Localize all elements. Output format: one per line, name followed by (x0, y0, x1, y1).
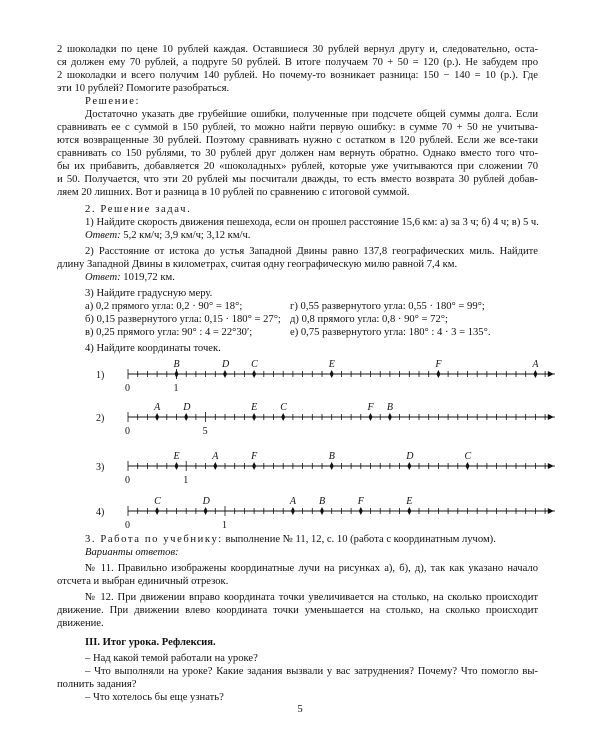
point-label-D: D (183, 402, 191, 413)
point-mark-E (407, 507, 411, 515)
axis-arrow-icon (548, 414, 554, 420)
summary-heading: III. Итог урока. Рефлексия. (85, 637, 216, 648)
number-line-label: 1) (96, 370, 105, 381)
point-label-A: A (154, 402, 161, 413)
point-label-B: B (319, 496, 326, 507)
task1-answer-label: Ответ: (85, 230, 121, 241)
unit-label: 1 (183, 475, 189, 486)
point-mark-F (369, 413, 373, 421)
origin-label: 0 (125, 475, 130, 486)
point-label-F: F (367, 402, 374, 413)
solution-line-6: и 50. Получается, что эти 20 рублей мы посчитали дважды, то есть вместо возврата 30 рублей добав- (57, 174, 538, 185)
task2-answer-label: Ответ: (85, 272, 121, 283)
solution-line-7: ляем 20 лишних. Вот и разница в 10 рублей по сравнению с итоговой суммой. (57, 187, 410, 198)
point-mark-E (252, 413, 256, 421)
point-label-B: B (173, 359, 180, 370)
point-mark-A (213, 462, 217, 470)
point-label-E: E (173, 451, 180, 462)
point-mark-F (359, 507, 363, 515)
point-mark-C (281, 413, 285, 421)
origin-label: 0 (125, 520, 130, 531)
summary-question-3: – Что хотелось бы еще узнать? (85, 692, 224, 703)
task2-question-2: длину Западной Двины в километрах, считая одну географическую милю равной 7,4 км. (57, 259, 458, 270)
point-label-B: B (386, 402, 394, 413)
point-label-A: A (212, 451, 219, 462)
point-label-F: F (357, 496, 364, 507)
point-mark-B (320, 507, 324, 515)
point-mark-F (436, 370, 440, 378)
point-label-C: C (251, 359, 258, 370)
no12-line-1: № 12. При движении вправо координата точки увеличивается на столько, на сколько происходит (85, 592, 538, 603)
task3-question: 3) Найдите градусную меру. (85, 288, 213, 299)
unit-label: 1 (222, 520, 227, 531)
origin-label: 0 (125, 383, 130, 394)
point-label-E: E (406, 496, 413, 507)
task3-left-b: б) 0,15 развернутого угла: 0,15 · 180° = 27°; (85, 314, 281, 325)
solution-line-5: бы их прибавить, добавляется 20 «шоколадных» рублей, которые уже учитываются при сложении 70 (57, 161, 538, 172)
point-mark-A (155, 413, 159, 421)
intro-line-4: эти 10 рублей? Помогите разобраться. (57, 83, 230, 94)
point-mark-D (204, 507, 208, 515)
number-line-label: 4) (96, 507, 105, 518)
point-label-D: D (222, 359, 230, 370)
point-mark-C (466, 462, 470, 470)
no12-line-3: движение. (57, 618, 104, 629)
point-mark-A (533, 370, 537, 378)
point-label-C: C (280, 402, 287, 413)
point-label-A: A (289, 496, 297, 507)
number-line-3 (0, 450, 600, 492)
intro-line-1: 2 шоколадки по цене 10 рублей каждая. Оставшиеся 30 рублей вернул другу и, следовательно, оста- (57, 44, 538, 55)
task1-question: 1) Найдите скорость движения пешехода, если он прошел расстояние 15,6 км: а) за 3 ч; б) 4 ч; в) 5 ч. (85, 217, 539, 228)
textbook-rest: выполнение № 11, 12, с. 10 (работа с координатным лучом). (222, 534, 496, 545)
tasks-heading: 2. Решение задач. (85, 204, 192, 215)
solution-line-4: сравнивать со 150 рублями, то 30 рублей друг должен нам вернуть обратно. Однако вместо того что- (57, 148, 538, 159)
unit-label: 1 (173, 383, 179, 394)
intro-line-3: 2 шоколадки и всего получим 140 рублей. Но почему-то возникает разница: 150 − 140 = 10 (р.). Где (57, 70, 538, 81)
solution-line-2: сравнивать ее с суммой в 150 рублей, то можно найти первую ошибку: в сумме 70 + 50 не учитыва- (57, 122, 538, 133)
point-label-D: D (202, 496, 210, 507)
no12-line-2: движение. При движении влево координата точки уменьшается на столько, на сколько происходит (57, 605, 538, 616)
task2-answer (57, 272, 538, 284)
point-mark-F (252, 462, 256, 470)
solution-heading: Решение: (85, 96, 141, 107)
task4-question: 4) Найдите координаты точек. (85, 343, 221, 354)
number-line-4 (0, 495, 600, 537)
task1-answer-value: 5,2 км/ч; 3,9 км/ч; 3,12 км/ч. (120, 230, 251, 241)
intro-line-2: ся должен ему 70 рублей, а подруге 50 рублей. В итоге получаем 70 + 50 = 120 (р.). Не забудем про (57, 57, 538, 68)
solution-line-3: ются возвращенные 30 рублей. Поэтому сравнивать нужно с остатком в 120 рублей. Если же все-таки (57, 135, 538, 146)
point-label-F: F (435, 359, 442, 370)
point-mark-D (223, 370, 227, 378)
point-mark-A (291, 507, 295, 515)
summary-question-2b: полнить задания? (57, 679, 137, 690)
point-mark-C (252, 370, 256, 378)
page-number: 5 (297, 704, 303, 715)
point-mark-E (330, 370, 334, 378)
point-mark-D (407, 462, 411, 470)
number-line-label: 3) (96, 462, 105, 473)
task2-question-1: 2) Расстояние от истока до устья Западной Двины равно 137,8 географических миль. Найдите (85, 246, 538, 257)
axis-arrow-icon (548, 463, 554, 469)
point-label-C: C (154, 496, 161, 507)
number-line-label: 2) (96, 413, 105, 424)
task3-left-a: а) 0,2 прямого угла: 0,2 · 90° = 18°; (85, 301, 243, 312)
axis-arrow-icon (548, 371, 554, 377)
point-mark-B (330, 462, 334, 470)
number-line-1 (0, 358, 600, 400)
solution-line-1: Достаточно указать две грубейшие ошибки, полученные при подсчете общей суммы долга. Если (85, 109, 538, 120)
point-mark-C (155, 507, 159, 515)
task3-left-c: в) 0,25 прямого угла: 90° : 4 = 22°30′; (85, 327, 253, 338)
origin-label: 0 (125, 426, 130, 437)
point-mark-E (175, 462, 179, 470)
summary-question-1: – Над какой темой работали на уроке? (85, 653, 258, 664)
no11-line-1: № 11. Правильно изображены координатные лучи на рисунках а), б), д), так как указано начало (85, 563, 538, 574)
answer-variants-label: Варианты ответов: (85, 547, 179, 558)
task3-right-a: г) 0,55 развернутого угла: 0,55 · 180° = 99°; (290, 301, 485, 312)
point-label-F: F (251, 451, 258, 462)
point-label-C: C (464, 451, 472, 462)
point-mark-D (184, 413, 188, 421)
point-label-B: B (328, 451, 335, 462)
point-label-E: E (251, 402, 258, 413)
textbook-line (57, 534, 538, 546)
point-mark-B (175, 370, 179, 378)
point-label-E: E (328, 359, 335, 370)
unit-label: 5 (202, 426, 208, 437)
no11-line-2: отсчета и выбран единичный отрезок. (57, 576, 229, 587)
task3-right-b: д) 0,8 прямого угла: 0,8 · 90° = 72°; (290, 314, 448, 325)
number-line-2 (0, 401, 600, 443)
point-label-A: A (532, 359, 539, 370)
point-mark-B (388, 413, 392, 421)
axis-arrow-icon (548, 508, 554, 514)
summary-question-2a: – Что выполняли на уроке? Какие задания вызвали у вас затруднения? Почему? Что помогло вы- (85, 666, 538, 677)
task1-answer (57, 230, 538, 242)
point-label-D: D (406, 451, 414, 462)
task2-answer-value: 1019,72 км. (120, 272, 175, 283)
textbook-heading: 3. Работа по учебнику: (85, 534, 223, 545)
task3-right-c: е) 0,75 развернутого угла: 180° : 4 · 3 = 135°. (290, 327, 491, 338)
